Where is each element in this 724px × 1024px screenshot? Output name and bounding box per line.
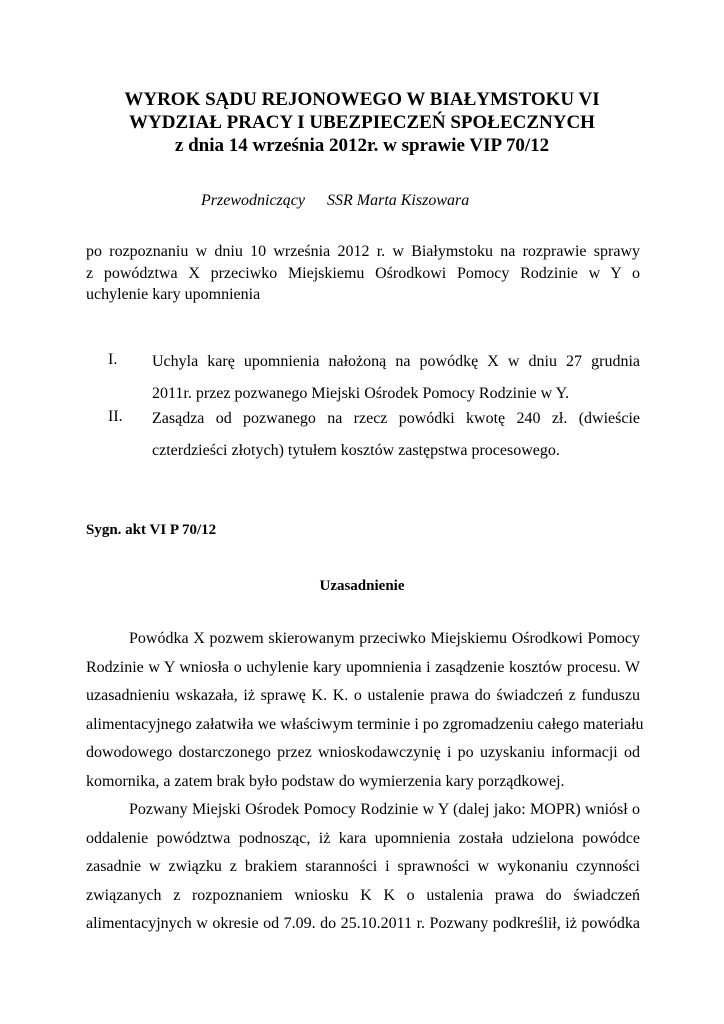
intro-line-1: po rozpoznaniu w dniu 10 września 2012 r. w Białymstoku na rozprawie sprawy [86, 243, 640, 260]
title-line-2: WYDZIAŁ PRACY I UBEZPIECZEŃ SPOŁECZNYCH [129, 112, 595, 133]
para-1-line-6: komornika, a zatem brak było podstaw do wymierzenia kary porządkowej. [86, 772, 565, 790]
ruling-1-line-1: Uchyla karę upomnienia nałożoną na powódkę X w dniu 27 grudnia [152, 353, 640, 370]
presiding-label: Przewodniczący [201, 192, 305, 209]
ruling-text-2 [152, 403, 640, 467]
presiding-name: SSR Marta Kiszowara [326, 192, 470, 209]
justification-heading: Uzasadnienie [319, 578, 405, 594]
justification-paragraph-1 [86, 625, 644, 796]
justification-paragraph-2 [86, 796, 640, 939]
para-1-line-4: alimentacyjnego załatwiła we właściwym terminie i po zgromadzeniu całego materiału [86, 715, 644, 733]
ruling-2-line-2: czterdzieści złotych) tytułem kosztów zastępstwa procesowego. [152, 442, 560, 459]
title-line-1: WYROK SĄDU REJONOWEGO W BIAŁYMSTOKU VI [124, 89, 600, 110]
para-2-line-4: związanych z rozpoznaniem wniosku K K o ustalenia prawa do świadczeń [86, 886, 640, 904]
intro-line-2: z powództwa X przeciwko Miejskiemu Ośrodkowi Pomocy Rodzinie w Y o [86, 264, 640, 282]
intro-paragraph [86, 241, 640, 306]
para-1-line-1: Powódka X pozwem skierowanym przeciwko Miejskiemu Ośrodkowi Pomocy [129, 630, 640, 647]
para-1-line-3: uzasadnieniu wskazała, iż sprawę K. K. o ustalenie prawa do świadczeń z funduszu [86, 687, 640, 704]
case-signature: Sygn. akt VI P 70/12 [86, 522, 217, 538]
ruling-2-line-1: Zasądza od pozwanego na rzecz powódki kwotę 240 zł. (dwieście [152, 410, 640, 427]
intro-line-3: uchylenie kary upomnienia [86, 286, 261, 303]
ruling-number-2: II. [108, 408, 123, 425]
ruling-text-1 [152, 346, 640, 410]
title-line-3: z dnia 14 września 2012r. w sprawie VIP 70/12 [174, 135, 550, 156]
para-1-line-2: Rodzinie w Y wniosła o uchylenie kary upomnienia i zasądzenie kosztów procesu. W [86, 658, 640, 676]
para-1-line-5: dowodowego dostarczonego przez wnioskodawczynię i po uzyskaniu informacji od [86, 744, 640, 761]
presiding-judge [201, 192, 469, 210]
para-2-line-2: oddalenie powództwa podnosząc, iż kara upomnienia została udzielona powódce [86, 829, 640, 847]
para-2-line-3: zasadnie w związku z brakiem staranności i sprawności w wykonaniu czynności [86, 858, 640, 875]
judgment-title [60, 88, 664, 157]
ruling-1-line-2: 2011r. przez pozwanego Miejski Ośrodek Pomocy Rodzinie w Y. [152, 385, 570, 402]
para-2-line-1: Pozwany Miejski Ośrodek Pomocy Rodzinie w Y (dalej jako: MOPR) wniósł o [129, 801, 640, 818]
para-2-line-5: alimentacyjnych w okresie od 7.09. do 25.10.2011 r. Pozwany podkreślił, iż powódka [86, 915, 640, 932]
ruling-number-1: I. [108, 351, 118, 368]
